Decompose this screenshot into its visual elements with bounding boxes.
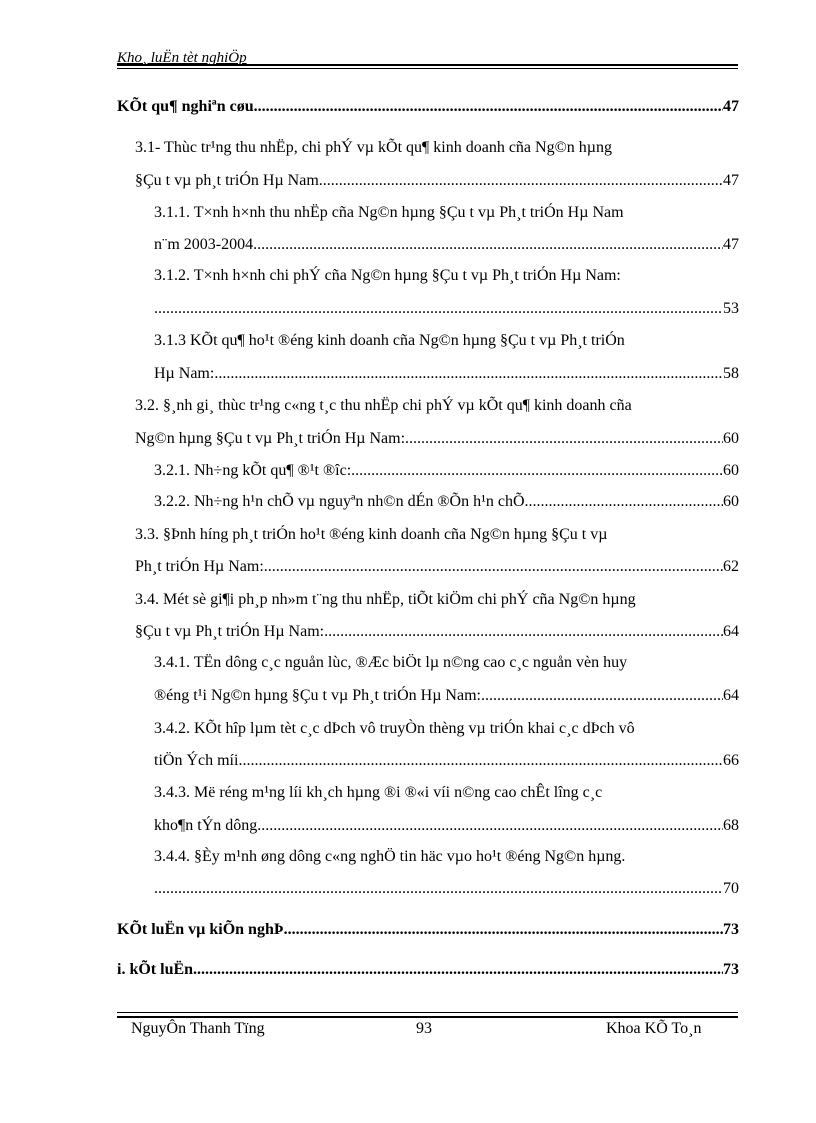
footer-page-number: 93 bbox=[416, 1020, 432, 1037]
dot-leader bbox=[154, 299, 723, 319]
toc-entry-text: 3.1.3 KÕt qu¶ ho¹t ®éng kinh doanh cña Ng©n hµng §Çu t vµ Ph¸t triÓn bbox=[154, 332, 625, 349]
toc-entry bbox=[135, 171, 739, 193]
toc-entry-text: Hµ Nam: bbox=[154, 365, 215, 382]
toc-entry bbox=[154, 203, 739, 225]
dot-leader bbox=[154, 879, 723, 899]
dot-leader bbox=[324, 622, 723, 642]
toc-entry-text: 3.4.4. §Èy m¹nh øng dông c«ng nghÖ tin häc vµo ho¹t ®éng Ng©n hµng. bbox=[154, 848, 626, 865]
footer-author: NguyÔn Thanh Tïng bbox=[131, 1020, 265, 1037]
header-rule-thick bbox=[117, 64, 738, 66]
toc-page-number: 66 bbox=[723, 752, 739, 769]
dot-leader bbox=[242, 751, 723, 771]
toc-entry bbox=[135, 525, 739, 547]
toc-page-number: 68 bbox=[723, 817, 739, 834]
toc-entry bbox=[135, 590, 739, 612]
toc-entry bbox=[154, 719, 739, 741]
dot-leader bbox=[529, 492, 723, 512]
toc-entry bbox=[154, 299, 739, 321]
toc-page-number: 62 bbox=[723, 558, 739, 575]
toc-page-number: 58 bbox=[723, 365, 739, 382]
toc-entry-text: 3.1.2. T×nh h×nh chi phÝ cña Ng©n hµng §Çu t vµ Ph¸t triÓn Hµ Nam: bbox=[154, 267, 621, 284]
toc-page-number: 60 bbox=[723, 462, 739, 479]
toc-page-number: 60 bbox=[723, 493, 739, 510]
toc-entry bbox=[154, 847, 739, 869]
dot-leader bbox=[405, 429, 723, 449]
toc-entry bbox=[154, 879, 739, 901]
toc-entry bbox=[135, 429, 739, 451]
toc-entry-text: 3.4.1. TËn dông c¸c nguån lùc, ®Æc biÖt lµ n©ng cao c¸c nguån vèn huy bbox=[154, 654, 628, 671]
dot-leader bbox=[254, 97, 723, 117]
toc-entry bbox=[154, 783, 739, 805]
footer-department: Khoa KÕ To¸n bbox=[606, 1020, 702, 1037]
toc-entry-text: tiÖn Ých míi. bbox=[154, 752, 243, 769]
toc-entry bbox=[154, 235, 739, 257]
toc-entry-text: §Çu t vµ Ph¸t triÓn Hµ Nam: bbox=[135, 623, 325, 640]
toc-entry bbox=[154, 686, 739, 708]
dot-leader bbox=[351, 461, 723, 481]
toc-entry-text: Ng©n hµng §Çu t vµ Ph¸t triÓn Hµ Nam: bbox=[135, 430, 406, 447]
toc-entry bbox=[117, 960, 739, 982]
toc-entry-text: ®éng t¹i Ng©n hµng §Çu t vµ Ph¸t triÓn Hµ Nam: bbox=[154, 687, 481, 704]
toc-page-number: 64 bbox=[723, 687, 739, 704]
toc-entry bbox=[154, 653, 739, 675]
toc-entry-text: 3.4. Mét sè gi¶i ph¸p nh»m t¨ng thu nhËp, tiÕt kiÖm chi phÝ cña Ng©n hµng bbox=[135, 591, 636, 608]
toc-entry-text: 3.1- Thùc tr¹ng thu nhËp, chi phÝ vµ kÕt qu¶ kinh doanh cña Ng©n hµng bbox=[135, 139, 612, 156]
toc-entry bbox=[154, 751, 739, 773]
toc-entry bbox=[154, 266, 739, 288]
toc-page-number: 47 bbox=[723, 236, 739, 253]
dot-leader bbox=[481, 686, 723, 706]
toc-entry bbox=[135, 622, 739, 644]
toc-entry bbox=[117, 920, 739, 942]
footer-rule-thin bbox=[117, 1012, 738, 1013]
toc-page-number: 70 bbox=[723, 880, 739, 897]
toc-entry-text: 3.4.2. KÕt hîp lµm tèt c¸c dÞch vô truyÒn thèng vµ triÓn khai c¸c dÞch vô bbox=[154, 720, 635, 737]
toc-entry-text: 3.2.2. Nh÷ng h¹n chÕ vµ nguyªn nh©n dÉn ®Õn h¹n chÕ. bbox=[154, 493, 529, 510]
dot-leader bbox=[214, 364, 723, 384]
header-rule-thin bbox=[117, 68, 738, 69]
toc-entry bbox=[135, 138, 739, 160]
toc-page-number: 47 bbox=[723, 172, 739, 189]
toc-entry-text: KÕt qu¶ nghiªn cøu bbox=[117, 98, 254, 115]
toc-page-number: 47 bbox=[723, 98, 739, 115]
toc-entry-text: Ph¸t triÓn Hµ Nam: bbox=[135, 558, 264, 575]
toc-entry-text: n¨m 2003-2004. bbox=[154, 236, 258, 253]
toc-entry bbox=[135, 396, 739, 418]
toc-page-number: 73 bbox=[723, 961, 739, 978]
toc-page-number: 60 bbox=[723, 430, 739, 447]
dot-leader bbox=[257, 235, 723, 255]
toc-entry bbox=[135, 557, 739, 579]
toc-entry bbox=[154, 364, 739, 386]
dot-leader bbox=[261, 816, 723, 836]
toc-entry-text: 3.1.1. T×nh h×nh thu nhËp cña Ng©n hµng §Çu t vµ Ph¸t triÓn Hµ Nam bbox=[154, 204, 624, 221]
toc-entry-text: 3.2.1. Nh÷ng kÕt qu¶ ®¹t ®îc: bbox=[154, 462, 352, 479]
dot-leader bbox=[323, 171, 723, 191]
toc-entry bbox=[154, 331, 739, 353]
toc-entry bbox=[154, 461, 739, 483]
toc-entry-text: 3.2. §¸nh gi¸ thùc tr¹ng c«ng t¸c thu nhËp chi phÝ vµ kÕt qu¶ kinh doanh cña bbox=[135, 397, 632, 414]
toc-entry-text: KÕt luËn vµ kiÕn nghÞ bbox=[117, 921, 284, 938]
toc-page-number: 64 bbox=[723, 623, 739, 640]
running-header: Kho¸ luËn tèt nghiÖp bbox=[117, 50, 247, 66]
toc-page-number: 73 bbox=[723, 921, 739, 938]
toc-entry-text: 3.3. §Þnh híng ph¸t triÓn ho¹t ®éng kinh doanh cña Ng©n hµng §Çu t vµ bbox=[135, 526, 608, 543]
footer-rule-thick bbox=[117, 1016, 738, 1018]
toc-entry-text: §Çu t vµ ph¸t triÓn Hµ Nam. bbox=[135, 172, 323, 189]
dot-leader bbox=[284, 920, 723, 940]
toc-entry-text: 3.4.3. Më réng m¹ng líi kh¸ch hµng ®i ®«i víi n©ng cao chÊt lîng c¸c bbox=[154, 784, 603, 801]
toc-entry bbox=[117, 97, 739, 119]
toc-page-number: 53 bbox=[723, 300, 739, 317]
toc-entry bbox=[154, 816, 739, 838]
dot-leader bbox=[193, 960, 723, 980]
dot-leader bbox=[264, 557, 723, 577]
toc-entry-text: i. kÕt luËn bbox=[117, 961, 194, 978]
toc-entry bbox=[154, 492, 739, 514]
toc-entry-text: kho¶n tÝn dông. bbox=[154, 817, 262, 834]
